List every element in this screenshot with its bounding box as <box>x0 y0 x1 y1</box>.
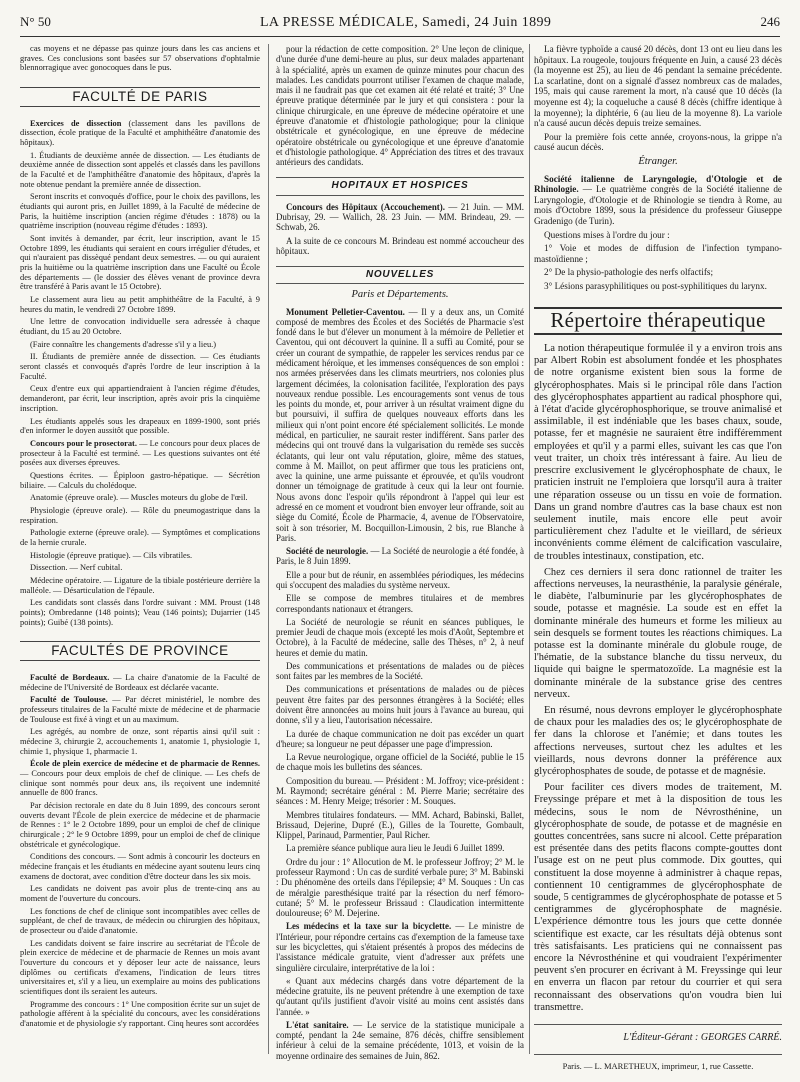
article-paragraph <box>276 307 524 543</box>
article-paragraph <box>20 576 260 595</box>
article-paragraph <box>276 752 524 773</box>
nouvelles-articles <box>276 307 524 1061</box>
article-text: Par décision rectorale en date du 8 Juin 1899, des concours seront ouverts devant l'École de plein exercice de médecine et de pharmacie de Rennes : 1° le 2 Octobre 1899, pour un emploi de chef de clinique chirurgicale ; 2° le 9 Octobre 1899, pour un emploi de chef de clinique obstétricale et gynécologique. <box>20 801 260 849</box>
article-paragraph <box>20 506 260 525</box>
article-heading: Faculté de Bordeaux. <box>30 672 110 682</box>
page-header <box>20 14 780 37</box>
article-paragraph <box>276 843 524 853</box>
article-paragraph <box>276 661 524 682</box>
column-1 <box>20 44 260 1032</box>
hopitaux-articles <box>276 202 524 256</box>
article-paragraph <box>534 281 782 292</box>
editor-signature: L'Éditeur-Gérant : GEORGES CARRÉ. <box>534 1024 782 1044</box>
article-text: Composition du bureau. — Président : M. Joffroy; vice-président : M. Raymond; secrétaire général : M. Pierre Marie; secrétaire des séances : M. Henry Meige; trésorier : M. Souques. <box>276 775 524 807</box>
article-paragraph <box>20 598 260 627</box>
article-paragraph <box>534 243 782 264</box>
section-title-nouvelles: NOUVELLES <box>276 266 524 284</box>
article-paragraph <box>20 417 260 436</box>
article-paragraph <box>20 727 260 756</box>
article-paragraph <box>276 546 524 567</box>
article-heading: Les médecins et la taxe sur la bicyclette. <box>286 921 452 932</box>
article-text: Sont invités à demander, par écrit, leur inscription, avant le 15 Octobre 1899, les étudiants qui seraient en cours irrégulier d'études, et qui n'auraient pas dissèqué pendant deux semestres. — ou qui auraient pris la huitième ou la quatrième inscription dans une Faculté ou École des départements — (le dossier des élèves venant de province devra être transféré à Paris avant le 15 Octobre). <box>20 234 260 292</box>
province-articles <box>20 673 260 1029</box>
article-paragraph <box>276 810 524 841</box>
article-paragraph <box>20 493 260 503</box>
article-heading: Monument Pelletier-Caventou. <box>286 306 405 317</box>
issue-number: N° 50 <box>20 14 51 29</box>
article-text: (Faire connaître les changements d'adresse s'il y a lieu.) <box>30 339 217 349</box>
article-paragraph <box>20 759 260 798</box>
paragraph: En résumé, nous devrons employer le glycérophosphate de chaux pour les maladies des os; le glycérophosphate de fer dans la chlorose et l'anémie; et dans toutes les affections nerveuses, surtout chez les adultes et les vieillards, nous devrons donner la préférence aux glycérophosphates de soude, de potasse et de magnésie. <box>534 704 782 777</box>
article-text: Programme des concours : 1° Une composition écrite sur un sujet de pathologie afférent à la spécialité du concours, avec les considérations d'anatomie et de physiologie s'y rapportant. Cinq heures sont accordées <box>20 999 260 1029</box>
repertoire-body <box>534 343 782 1014</box>
article-paragraph <box>20 471 260 490</box>
article-paragraph <box>20 563 260 573</box>
article-text: Le classement aura lieu au petit amphithéâtre de la Faculté, à 9 heures du matin, le vendredi 27 Octobre 1899. <box>20 295 260 314</box>
section-title-faculte-paris: FACULTÉ DE PARIS <box>20 87 260 107</box>
article-text: — Le concours pour deux places de prosecteur à la Faculté est terminé. — Les questions suivantes ont été posées aux diverses épreuves. <box>20 438 260 468</box>
article-text: — La chaire d'anatomie de la Faculté de médecine de l'Université de Bordeaux est déclarée vacante. <box>20 672 260 692</box>
article-text: Une lettre de convocation individuelle sera adressée à chaque étudiant, du 15 au 20 Octobre. <box>20 317 260 337</box>
article-paragraph <box>20 234 260 292</box>
article-text: « Quant aux médecins chargés dans votre département de la médecine gratuite, ils ne peuvent prétendre à une exemption de taxe qu'autant qu'ils justifient d'avoir visité au moins cent assistés dans l'année. » <box>276 975 524 1017</box>
page-number: 246 <box>760 14 780 29</box>
article-paragraph <box>534 230 782 241</box>
article-text: Médecine opératoire. — Ligature de la tibiale postérieure derrière la malléole. — Désarticulation de l'épaule. <box>20 575 260 595</box>
article-text: 1° Voie et modes de diffusion de l'infection tympano-mastoïdienne ; <box>534 243 782 264</box>
article-text: (classement dans les pavillons de dissection, école pratique de la Faculté et amphithéâtre d'anatomie des hôpitaux). <box>20 118 260 148</box>
article-text: Les fonctions de chef de clinique sont incompatibles avec celles de suppléant, de chef de travaux, de médecin ou chirurgien des hôpitaux, de prosecteur ou d'aide d'anatomie. <box>20 906 260 936</box>
article-paragraph <box>20 295 260 314</box>
article-paragraph <box>20 352 260 381</box>
article-paragraph <box>20 151 260 190</box>
printer-line: Paris. — L. MARETHEUX, imprimeur, 1, rue Cassette. <box>534 1054 782 1072</box>
column-rule <box>268 44 269 1054</box>
intro-paragraph: cas moyens et ne dépasse pas quinze jours dans les cas anciens et graves. Ces conclusions sont basées sur 57 observations d'ophtalmie blennorragique avec gonocoques dans le pus. <box>20 44 260 73</box>
article-paragraph <box>20 439 260 468</box>
article-text: Seront inscrits et convoqués d'office, pour le choix des pavillons, les étudiants qui auront pris, en Juillet 1899, à la Faculté de médecine de Paris, la huitième inscription (ancien régime d'études : 1878) ou la quatrième inscription (nouveau régime d'études : 1893). <box>20 192 260 231</box>
journal-title: LA PRESSE MÉDICALE, Samedi, 24 Juin 1899 <box>259 15 552 30</box>
article-paragraph <box>276 921 524 972</box>
column-rule <box>529 44 530 1054</box>
article-text: Ceux d'entre eux qui appartiendraient à l'ancien régime d'études, demanderont, par écrit, leur inscription, après avoir pris la cinquième inscription. <box>20 384 260 413</box>
article-heading: École de plein exercice de médecine et de pharmacie de Rennes. <box>30 759 260 769</box>
article-paragraph <box>534 267 782 278</box>
article-text: Les candidats ne doivent pas avoir plus de trente-cinq ans au moment de l'ouverture du concours. <box>20 884 260 904</box>
article-text: Questions mises à l'ordre du jour : <box>544 229 670 240</box>
article-text: A la suite de ce concours M. Brindeau est nommé accoucheur des hôpitaux. <box>276 235 524 256</box>
article-text: — 21 Juin. — MM. Dubrisay, 29. — Wallich, 28. 23 Juin. — MM. Brindeau, 29. — Schwab, 26. <box>276 201 524 233</box>
paris-articles <box>20 119 260 628</box>
repertoire-title: Répertoire thérapeutique <box>534 307 782 335</box>
article-text: — Le service de la statistique municipale a compté, pendant la 24e semaine, 876 décès, chiffre sensiblement inférieur à celui de la semaine précédente, 1013, et voisin de la moyenne ordinaire des semaines de Juin, 862. <box>276 1019 524 1061</box>
article-paragraph <box>276 236 524 257</box>
article-text: 2° De la physio-pathologie des nerfs olfactifs; <box>544 267 714 278</box>
section-title-hopitaux: HOPITAUX ET HOSPICES <box>276 177 524 195</box>
article-paragraph <box>20 119 260 148</box>
article-paragraph <box>276 593 524 614</box>
article-text: Questions écrites. — Épiploon gastro-hépatique. — Sécrétion biliaire. — Calculs du cholédoque. <box>20 470 260 490</box>
continued-text <box>534 44 782 153</box>
article-paragraph <box>276 617 524 658</box>
article-heading: Concours des Hôpitaux (Accouchement). <box>286 201 445 212</box>
article-paragraph <box>20 192 260 231</box>
article-heading: Société de neurologie. <box>286 546 369 557</box>
article-text: — La Société de neurologie a été fondée, à Paris, le 8 Juin 1899. <box>276 546 525 567</box>
subsection-etranger: Étranger. <box>638 155 678 167</box>
article-paragraph <box>20 1000 260 1029</box>
paragraph: Pour la première fois cette année, croyons-nous, la grippe n'a causé aucun décès. <box>534 131 782 153</box>
article-paragraph <box>20 551 260 561</box>
article-text: La Revue neurologique, organe officiel de la Société, publie le 15 de chaque mois les bulletins des séances. <box>276 752 524 773</box>
article-text: Ordre du jour : 1° Allocution de M. le professeur Joffroy; 2° M. le professeur Raymond : Un cas de surdité verbale pure; 3° M. Babinski : Du phénomène des orteils dans l'épilepsie; 4° M. Souques : Un cas de méralgie paresthésique traité par la résection du nerf fémoro-cutané; 5° M. le professeur Brissaud : Claudication intermittente douloureuse; 6° M. Dejerine. <box>276 856 524 919</box>
article-text: La Société de neurologie se réunit en séances publiques, le premier Jeudi de chaque mois (excepté les mois d'Août, Septembre et Octobre), à la Faculté de médecine, salle des Thèses, n° 2, à neuf heures et demie du matin. <box>276 616 524 658</box>
article-paragraph <box>20 939 260 997</box>
paragraph: La fièvre typhoïde a causé 20 décès, dont 13 ont eu lieu dans les hôpitaux. La rougeole, toujours fréquente en Juin, a causé 23 décès (la moyenne est 25), au lieu de 46 pendant la semaine précédente. La scarlatine, dont on a signalé d'assez nombreux cas de malades, 195, mais qui cause rarement la mort, n'a causé que 10 décès (la moyenne est 4); la coqueluche a causé 8 décès (chiffre identique à la moyenne); la diphtérie, 6 (au lieu de la moyenne 8). La variole n'a causé aucun décès depuis treize semaines. <box>534 44 782 129</box>
article-paragraph <box>276 857 524 919</box>
article-text: La première séance publique aura lieu le Jeudi 6 Juillet 1899. <box>286 843 505 854</box>
article-text: Anatomie (épreuve orale). — Muscles moteurs du globe de l'œil. <box>30 493 248 503</box>
article-paragraph <box>276 202 524 233</box>
article-text: Elle se compose de membres titulaires et de membres correspondants nationaux et étrangers. <box>276 593 524 614</box>
article-text: — Le ministre de l'Intérieur, pour répondre certains cas d'exemption de la fameuse taxe sur les bicyclettes, qui s'étaient présentés à propos des médecins de l'assistance médicale gratuite, vient d'adresser aux préfets une singulière circulaire, interprétative de la loi : <box>276 921 524 973</box>
article-paragraph <box>20 801 260 849</box>
article-paragraph <box>20 695 260 724</box>
article-text: Les étudiants appelés sous les drapeaux en 1899-1900, sont priés d'en informer le doyen aussitôt que possible. <box>20 416 260 436</box>
article-text: Pathologie externe (épreuve orale). — Symptômes et complications de la hernie crurale. <box>20 528 260 547</box>
article-paragraph <box>276 976 524 1017</box>
article-paragraph <box>20 340 260 350</box>
column-2 <box>276 44 524 1064</box>
article-paragraph <box>276 729 524 750</box>
article-paragraph <box>20 673 260 692</box>
article-text: — Il y a deux ans, un Comité composé de membres des Écoles et des Sociétés de Pharmacie s'est fondé dans le but d'élever un monument à la mémoire de Pelletier et Caventou, qui ont découvert la quinine. Il a suffi au Comité, pour se créer un courant de sympathie, de rappeler les services rendus par ce médicament héroïque, et les immenses conséquences de son emploi : nos armées préservées dans les climats meurtriers, nos colonies plus largement décimées, la colonisation facilitée, l'exploration des pays nouveaux rendue possible. Les encouragements sont venus de tous les points du monde, et, pour arriver à un résultat vraiment digne du but poursuivi, il suffira de quelques nouveaux efforts dans les milieux qui n'ont point encore été spécialement sollicités. Le monde médical, en particulier, ne saurait rester indifférent. Sans parler des médecins qui ont trouvé dans la vulgarisation du remède ses succès éclatants, qui leur ont valu réputation, gloire, même des statues, comme à M. Maillot, on peut affirmer que tous les praticiens ont, avec la quinine, une arme puissante et éprouvée, et qu'ils voudront donner un témoignage de gratitude à ceux qui la leur ont fournie. Nous avons donc l'espoir qu'ils répondront à l'appel qui leur est adressé en ce moment et voudront bien envoyer leur offrande, soit au siège du Comité, École de Pharmacie, 4, avenue de l'Observatoire, soit à son trésorier, M. Bocquillon-Limousin, 2 bis, rue Blanche à Paris. <box>276 306 524 543</box>
article-paragraph <box>20 528 260 547</box>
article-text: Membres titulaires fondateurs. — MM. Achard, Babinski, Ballet, Brissaud, Dejerine, Dupré (E.), Gilles de la Tourette, Gombault, Klippel, Parinaud, Parmentier, Paul Richer. <box>276 809 524 841</box>
article-paragraph <box>20 384 260 413</box>
article-text: 1. Étudiants de deuxième année de dissection. — Les étudiants de deuxième année de dissection sont appelés et classés dans les pavillons de la Faculté et de l'amphithéâtre d'anatomie des hôpitaux, d'après la note obtenue pendant la première année de dissection. <box>20 150 260 189</box>
paragraph: Pour faciliter ces divers modes de traitement, M. Freyssinge prépare et met à la disposition de tous les médecins, sous le nom de Névrosthénine, un glycérophosphate de soude, de potasse et de magnésie en gouttes concentrées, sans sucre ni alcool. Cette préparation est présentée dans des petits flacons compte-gouttes dont l'usage est on ne peut plus commode. Dix gouttes, qui constituent la dose moyenne à administrer à chaque repas, contiennent 10 centigrammes de glycérophosphate de soude, 5 centigrammes de glycérophosphate de potasse et 5 centigrammes de glycérophosphate de magnésie. L'expérience démontre tous les jours que cette donnée scientifique est exacte, car les résultats déjà obtenus sont très satisfaisants. Les praticiens qui ne connaissent pas encore la Névrosthénine et qui voudraient l'expérimenter peuvent s'en procurer en écrivant à M. Freyssinge qui leur en enverra un flacon par retour du courrier et qui sera reconnaissant des observations qu'on voudra bien lui transmettre. <box>534 782 782 1013</box>
article-text: — Par décret ministériel, le nombre des professeurs titulaires de la Faculté mixte de médecine et de pharmacie de Toulouse est fixé à vingt et un au maximum. <box>20 695 261 724</box>
article-paragraph <box>534 174 782 227</box>
paragraph: La notion thérapeutique formulée il y a environ trois ans par Albert Robin est absolument fondée et les phosphates de notre organisme existent bien sous la forme de glycérophosphates. Mais si le principal rôle dans l'action des glycérophosphates appartient au radical phosphore qui, à l'état d'acide glycérophosphorique, se trouve animalisé et assimilable, il est indéniable que les bases chaux, soude, potasse, fer et magnésie ne sauraient être indifféremment employées et qu'il y a parmi elles, suivant les cas que l'on veut traiter, un choix très intéressant à faire. Au lieu de prescrire exclusivement le glycérophosphate de chaux, le praticien instruit ne l'emploiera que lorsqu'il aura à traiter une réparation osseuse ou un tissu en voie de formation. Dans un grand nombre d'autres cas la base chaux est non seulement inutile, mais encore elle peut avoir particulièrement chez l'adulte et le vieillard, de sérieux inconvénients comme élément de calcification vasculaire, de troubles intestinaux, constipation, etc. <box>534 343 782 562</box>
article-paragraph <box>20 884 260 903</box>
article-text: Des communications et présentations de malades ou de pièces peuvent être faites par des personnes étrangères à la Société; elles doivent être annoncées au moins huit jours à l'avance au bureau, qui donne, s'il y a lieu, l'autorisation nécessaire. <box>276 684 524 726</box>
article-text: Conditions des concours. — Sont admis à concourir les docteurs en médecine français et les étudiants en médecine ayant soutenu leurs cinq examens de doctorat, avec condition d'être docteur dans les six mois. <box>20 852 260 881</box>
article-heading: L'état sanitaire. <box>286 1019 349 1030</box>
article-text: Physiologie (épreuve orale). — Rôle du pneumogastrique dans la respiration. <box>20 505 260 525</box>
article-text: Les agrégés, au nombre de onze, sont répartis ainsi qu'il suit : médecine 3, chirurgie 2, accouchements 1, anatomie 1, physiologie 1, chimie 1, physique 1, pharmacie 1. <box>20 727 260 756</box>
article-heading: Société italienne de Laryngologie, d'Otologie et de Rhinologie. <box>534 173 782 195</box>
article-text: La durée de chaque communication ne doit pas excéder un quart d'heure; sa longueur ne peut dépasser une page d'impression. <box>276 728 524 749</box>
article-text: II. Étudiants de première année de dissection. — Ces étudiants seront classés et convoqués d'après l'ordre de leur inscription à la Faculté. <box>20 352 260 381</box>
article-paragraph <box>276 570 524 591</box>
article-text: Histologie (épreuve pratique). — Cils vibratiles. <box>30 550 193 560</box>
article-text: Les candidats sont classés dans l'ordre suivant : MM. Proust (148 points); Ombredanne (148 points); Veau (146 points); Dujarrier (145 points); Guibé (138 points). <box>20 598 260 627</box>
paragraph: Chez ces derniers il sera donc rationnel de traiter les affections nerveuses, la neurasthénie, la paralysie générale, le diabète, l'albuminurie par les glycérophosphates de soude, potasse et magnésie. La soude est en effet la dominante minérale des humeurs et forme les milieux au sein desquels se forment toutes les réactions chimiques. La potasse est la dominante minérale du globule rouge, de l'hématie, de la substance blanche du tissu nerveux, du liquide qui baigne le spermatozoïde. La magnésie est la dominante minérale de la substance grise des centres nerveux. <box>534 566 782 700</box>
article-paragraph <box>276 1020 524 1061</box>
article-text: Elle a pour but de réunir, en assemblées périodiques, les médecins qui s'occupent des maladies du système nerveux. <box>276 569 524 590</box>
etranger-articles <box>534 174 782 292</box>
article-text: Dissection. — Nerf cubital. <box>30 563 123 573</box>
subsection-paris-departements: Paris et Départements. <box>351 289 449 301</box>
article-text: — Concours pour deux emplois de chef de clinique. — Les chefs de clinique sont nommés pour deux ans, ils reçoivent une indemnité annuelle de 800 francs. <box>20 768 260 798</box>
article-paragraph <box>276 776 524 807</box>
article-paragraph <box>20 907 260 936</box>
article-heading: Faculté de Toulouse. <box>30 695 108 705</box>
paragraph: pour la rédaction de cette composition. 2° Une leçon de clinique, d'une durée d'une demi-heure au plus, sur deux malades appartenant à la spécialité, après un examen de quinze minutes pour chacun des malades. Les candidats pourront utiliser l'examen de chaque malade, mais il ne faudrait pas que cet examen ait été relaté et traité; 3° Une épreuve pratique déterminée par le jury et qui consistera : pour la clinique chirurgicale, en une épreuve de médecine opératoire et une épreuve d'anatomie et d'histologie pathologique; pour la clinique obstétricale et gynécologique, en une épreuve de médecine opératoire obstétricale ou gynécologique et une épreuve d'anatomie et d'histologie pathologique. 4° Appréciation des titres et des travaux antérieurs des candidats. <box>276 44 524 168</box>
continued-text <box>276 44 524 167</box>
column-3 <box>534 44 782 1071</box>
article-text: Des communications et présentations de malades ou de pièces sont faites par les membres de la Société. <box>276 660 524 682</box>
section-title-facultes-province: FACULTÉS DE PROVINCE <box>20 641 260 661</box>
article-heading: Exercices de dissection <box>30 118 122 128</box>
article-paragraph <box>276 684 524 725</box>
article-text: — Le quatrième congrès de la Société italienne de Laryngologie, d'Otologie et de Rhinologie se tiendra à Rome, au mois d'Octobre 1899, sous la présidence du professeur Giuseppe Gradenigo (de Turin). <box>534 184 782 226</box>
article-text: Les candidats doivent se faire inscrire au secrétariat de l'École de plein exercice de médecine et de pharmacie de Rennes un mois avant l'ouverture du concours et y déposer leur acte de naissance, leurs diplômes ou certificats d'examens, l'indication de leurs titres universitaires et, s'il y a lieu, un exemplaire au moins des publications scientifiques dont ils seraient les auteurs. <box>20 938 260 997</box>
article-heading: Concours pour le prosectorat. <box>30 438 137 448</box>
article-text: 3° Lésions parasyphilitiques ou post-syphilitiques du larynx. <box>544 280 767 291</box>
article-paragraph <box>20 852 260 881</box>
article-paragraph <box>20 317 260 336</box>
